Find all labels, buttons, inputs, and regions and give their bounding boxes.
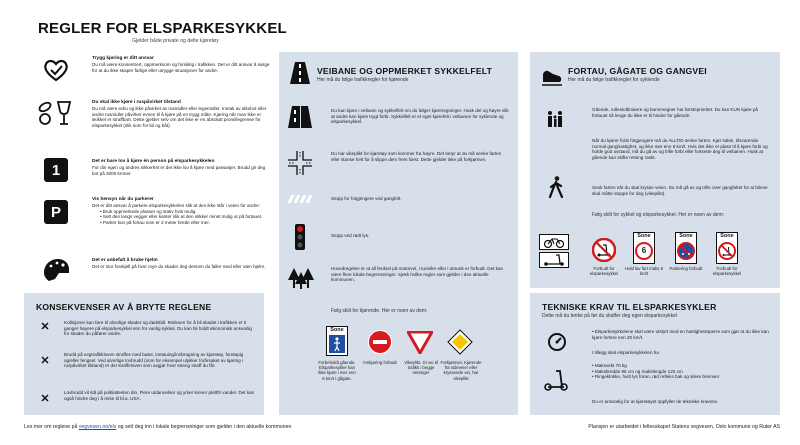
road-item: Du har vikeplikt for kjøretøy som kommer fra høyre. Det betyr at du må senke farten eller stanse helt for å slippe dem frem først. Dette gjelder ikke på forkjørsvei. <box>331 151 502 162</box>
sign-caption: Vikeplikt. Gi vei til trafikk i begge retninger <box>404 360 438 376</box>
road-subtitle: Her må du følge trafikkregler for kjørende <box>317 77 409 83</box>
sidewalk-signs-title: Følg skilt for sykkel og elsparkesykkel. Her er noen av dem: <box>592 212 724 218</box>
speed-limit-6-sign-icon <box>633 232 655 264</box>
road-icon <box>289 62 311 84</box>
cross-icon: ✕ <box>40 354 50 367</box>
technical-note: Du er ansvarlig for at kjøretøyet oppfyller de tekniske kravene. <box>592 399 719 404</box>
list-item: • Sett den langs vegger eller kanter slik at den stikker minst mulig ut på fortauet. <box>100 214 272 220</box>
traffic-light-icon <box>293 224 307 250</box>
heart-hands-icon <box>40 54 72 86</box>
rule-body: For din egen og andres sikkerhet er det ikke lov å kjøre med passasjer. Brudd gir deg bot på 3000 kroner. <box>92 164 266 176</box>
scooter-icon <box>544 369 568 391</box>
cross-icon: ✕ <box>40 320 50 333</box>
rule-title: Du skal ikke kjøre i ruspåvirket tilstand <box>92 100 181 105</box>
list-item: • Elsparkesykkelene skal være utstyrt med en hastighetssperre som gjør at du ikke kan kjøre fortere enn 20 km/t. <box>592 329 776 340</box>
pedestrian-street-sign-icon <box>326 326 348 356</box>
page-subtitle: Gjelder både private og delte kjøretøy <box>132 38 219 44</box>
sign-caption: Forkjørsvei. Kjørende fra sideveier eller kryssende vei, har vikeplikt <box>440 360 482 381</box>
road-panel <box>279 52 518 415</box>
road-item: Stopp for fotgjengere ved gangfelt. <box>331 196 402 201</box>
no-parking-scooter-sign-icon <box>675 232 697 264</box>
consequence-item: Kollisjoner kan føre til alvorlige skader og dødsfall. Risikoen for å bli skadet i trafikken er ti ganger høyere på elsparkesykkel enn for vanlig sykkel. Du kan bli holdt økonomisk ansvarlig for skader du påfører andre. <box>64 320 252 337</box>
technical-bullets <box>592 363 776 380</box>
sign-caption: Hold lav fart maks 6 km/t <box>625 266 663 277</box>
forest-icon <box>287 266 315 290</box>
rule-hjelm <box>92 258 272 270</box>
rule-title: Trygg kjøring er ditt ansvar <box>92 56 154 61</box>
sidewalk-p2: Når du kjører forbi fotgjengere må du ALLTID senke farten. Kjør sakte, tilsvarende normal ganghastighet, og ikke mer enn 6 km/t. Hvis det ikke er plass til å kjøre forbi og holde god avstand, må du gå av og trille forbi eller fortsette deg til veibanen. Husk at gående kan skifte retning raskt. <box>592 138 768 161</box>
walking-person-icon <box>544 176 568 198</box>
helmet-head-icon <box>40 256 72 284</box>
crosswalk-icon <box>287 192 313 206</box>
list-item: • Ringeklokke, hvitt lys foran, rød refleks bak og silere bremser <box>592 374 776 380</box>
sidewalk-p1: Gående, rullestolbrukere og barnevogner har førsteprioritet. Du kan KUN kjøre på fortauet så lenge du ikke er til hinder for gående. <box>592 107 758 118</box>
rule-title: Det er anbefalt å bruke hjelm <box>92 258 158 263</box>
sidewalk-title: FORTAU, GÅGATE OG GANGVEI <box>568 66 707 76</box>
page-title: REGLER FOR ELSPARKESYKKEL <box>38 20 287 37</box>
road-item: Hovedregelen er at all ferdsel på motorvei, i tuneller eller i utmark er forbudt. Det kan være flere lokale begrensninger. Sjekk hvilke regler som gjelder i den aktuelle kommunen. <box>331 266 504 283</box>
consequences-title: KONSEKVENSER AV Å BRYTE REGLENE <box>36 302 212 312</box>
rule-parkering <box>92 197 272 226</box>
parking-icon: P <box>44 200 68 224</box>
sign-caption: Forbudt for elsparkesykkel <box>589 266 619 277</box>
road-item: Stopp ved rødt lys. <box>331 233 370 238</box>
technical-intro: I tillegg skal elsparkesykkelen ha <box>592 350 659 355</box>
footer-left: Les mer om reglene på vegvesen.no/els og sett deg inn i lokale begrensninger som gjelder i den aktuelle kommunen <box>24 424 292 430</box>
sign-speed-number: 6 <box>641 246 647 255</box>
rule-body: Det er stor forskjell på hvor mye du skader deg dersom du faller med eller uten hjelm. <box>92 263 266 269</box>
rule-bullets <box>100 209 272 226</box>
list-item: • Maksvekt 70 kg <box>592 363 776 369</box>
consequences-panel <box>24 293 264 415</box>
cross-icon: ✕ <box>40 392 50 405</box>
sign-zone-label: Sone <box>720 233 734 239</box>
rule-body: Du må være konsentrert, oppmerksom og forsiktig i trafikken. Det er ditt ansvar å sørge for at du ikke skaper farlige eller utrygge situasjoner for andre. <box>92 61 270 73</box>
technical-subtitle: Dette må du tenke på før du skaffer deg egen elsparkesykkel <box>542 313 677 319</box>
no-scooter-zone-sign-icon <box>716 232 738 264</box>
sign-caption: Forbeholdt gående. Elsparkesykler kan ikke kjøre i mer enn 6 km/t i gågate. <box>318 360 356 381</box>
list-item: • Parker kun på fortau som er 2 meter brede eller mer. <box>100 220 272 226</box>
number-one-icon: 1 <box>44 158 68 182</box>
no-entry-sign-icon <box>368 330 392 354</box>
list-item: • Bruk oppmerkede plasser og stativ hvis mulig. <box>100 209 272 215</box>
consequence-item: Lovbrudd vil stå på politiattesten din. Flere utdannelser og yrker krever plettfri vandel. Det kan også hindre deg i å reise til bl.a. USA. <box>64 390 255 401</box>
yield-sign-icon <box>407 331 433 354</box>
intersection-icon <box>287 150 313 176</box>
shoe-step-icon <box>540 64 564 86</box>
sign-caption: Parkering forbudt <box>669 266 703 271</box>
sidewalk-subtitle: Her må du følge trafikkregler for syklende <box>568 77 660 83</box>
sidewalk-p3: Senk farten når du skal krysse veien. Du må gå av og trille over gangfeltet for at bilene skal måtte stoppe for deg (vikeplikt). <box>592 185 768 196</box>
footer-link[interactable]: vegvesen.no/els <box>78 424 117 430</box>
rule-body: Det er ditt ansvar å parkere elsparkesykkelen slik at den ikke står i veien for andre: <box>92 202 261 208</box>
priority-road-sign-icon <box>447 329 473 355</box>
sign-zone-label: Sone <box>330 327 344 333</box>
rule-trygg <box>92 56 272 73</box>
no-scooter-sign-icon <box>592 238 616 262</box>
rule-en-person <box>92 159 272 176</box>
sign-caption: Innkjøring forbudt <box>363 360 397 365</box>
rule-body: Du må være edru og ikke påvirket av rusmidler eller legemidler. Inntak av alkohol eller andre rusmidler påvirker evnen til å kjøre på en trygg måte. Kjøring når man ikke er skikket er straffbart. Dette gjelder selv om det ikke er en absolutt promillegrense for elsparkesykkel (slik som for bil og båt). <box>92 105 267 128</box>
speedometer-icon <box>546 331 568 353</box>
sign-caption: Forbudt for elsparkesykkel <box>712 266 742 277</box>
road-title: VEIBANE OG OPPMERKET SYKKELFELT <box>317 66 493 76</box>
rule-title: Det er bare lov å kjøre én person på elsparkesykkelen <box>92 159 215 164</box>
list-item: • Maksbredde 85 cm og makslengde 120 cm <box>592 369 776 375</box>
sidewalk-panel <box>530 52 780 288</box>
rule-rus <box>92 100 272 129</box>
road-signs-title: Følg skilt for kjørende. Her er noen av dem: <box>331 308 428 314</box>
technical-title: TEKNISKE KRAV TIL ELSPARKESYKLER <box>542 302 717 312</box>
footer-right: Plansjen er utarbeidet i fellesskapet Statens vegvesen, Oslo kommune og Ruter AS <box>588 424 780 430</box>
technical-bullet-main <box>592 329 776 340</box>
technical-panel <box>530 293 780 415</box>
consequence-item: Brudd på vegtrafikkloven straffes med bøter, inntauing/innbragning av kjøretøy, foreløpig og/eller fengsel. Ved alvorlige lovbrudd (som for eksempel ulykker forårsaket av kjøring i ruspåvirket tilstand) er det straffeloven som avgjør hvor streng straff du får. <box>64 352 244 369</box>
lane-icon <box>287 106 313 128</box>
no-alcohol-pills-icon <box>36 98 74 128</box>
bicycle-scooter-sign-icon <box>539 234 569 268</box>
road-item: Du kan kjøre i veibane og sykkelfelt om du følger kjøreregninger. Husk del og høyre slik at andre kan kjøre trygt forbi. Sykkelfelt er et eget kjørefelt i veibanen for syklende og elsparkesykkel. <box>331 108 509 125</box>
rule-title: Vis hensyn når du parkerer <box>92 197 154 202</box>
pedestrians-icon <box>544 110 568 128</box>
sign-zone-label: Sone <box>637 233 651 239</box>
sign-zone-label: Sone <box>679 233 693 239</box>
